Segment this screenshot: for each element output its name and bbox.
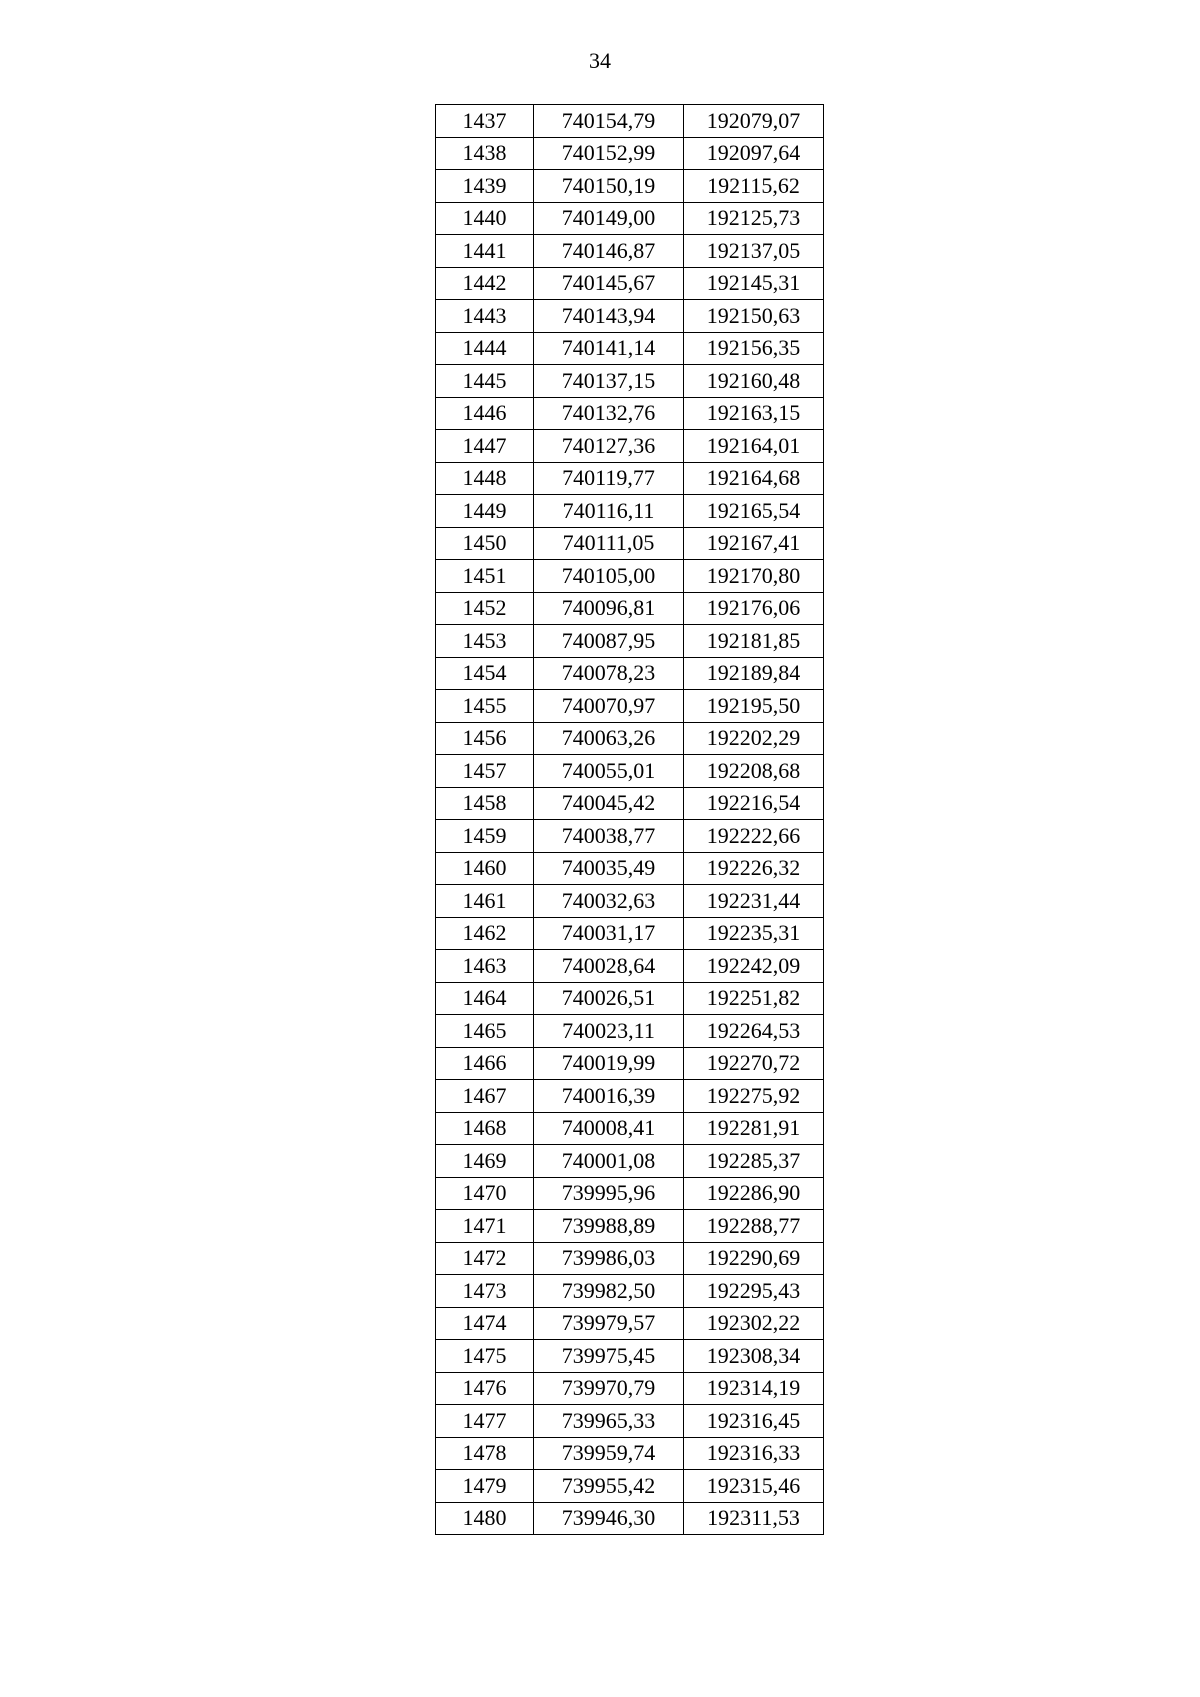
y-coordinate-cell: 192222,66 [684,820,824,853]
point-number-cell: 1439 [436,170,534,203]
point-number-cell: 1466 [436,1047,534,1080]
point-number-cell: 1465 [436,1015,534,1048]
table-row [436,1502,824,1535]
y-coordinate-cell: 192208,68 [684,755,824,788]
x-coordinate-cell: 739986,03 [534,1242,684,1275]
coordinates-table-body [436,105,824,1535]
point-number-cell: 1480 [436,1502,534,1535]
y-coordinate-cell: 192270,72 [684,1047,824,1080]
point-number-cell: 1443 [436,300,534,333]
y-coordinate-cell: 192308,34 [684,1340,824,1373]
x-coordinate-cell: 740038,77 [534,820,684,853]
x-coordinate-cell: 740028,64 [534,950,684,983]
point-number-cell: 1472 [436,1242,534,1275]
y-coordinate-cell: 192195,50 [684,690,824,723]
point-number-cell: 1437 [436,105,534,138]
point-number-cell: 1463 [436,950,534,983]
x-coordinate-cell: 740127,36 [534,430,684,463]
point-number-cell: 1441 [436,235,534,268]
x-coordinate-cell: 740149,00 [534,202,684,235]
y-coordinate-cell: 192226,32 [684,852,824,885]
point-number-cell: 1459 [436,820,534,853]
y-coordinate-cell: 192285,37 [684,1145,824,1178]
y-coordinate-cell: 192164,01 [684,430,824,463]
table-row [436,852,824,885]
x-coordinate-cell: 740019,99 [534,1047,684,1080]
y-coordinate-cell: 192231,44 [684,885,824,918]
y-coordinate-cell: 192125,73 [684,202,824,235]
y-coordinate-cell: 192316,33 [684,1437,824,1470]
x-coordinate-cell: 740078,23 [534,657,684,690]
table-row [436,885,824,918]
point-number-cell: 1478 [436,1437,534,1470]
point-number-cell: 1479 [436,1470,534,1503]
point-number-cell: 1457 [436,755,534,788]
x-coordinate-cell: 740087,95 [534,625,684,658]
table-row [436,267,824,300]
point-number-cell: 1464 [436,982,534,1015]
x-coordinate-cell: 740016,39 [534,1080,684,1113]
point-number-cell: 1458 [436,787,534,820]
table-row [436,950,824,983]
y-coordinate-cell: 192170,80 [684,560,824,593]
table-row [436,365,824,398]
y-coordinate-cell: 192290,69 [684,1242,824,1275]
table-row [436,105,824,138]
x-coordinate-cell: 740096,81 [534,592,684,625]
x-coordinate-cell: 739959,74 [534,1437,684,1470]
table-row [436,202,824,235]
table-row [436,1015,824,1048]
x-coordinate-cell: 740055,01 [534,755,684,788]
table-row [436,397,824,430]
y-coordinate-cell: 192264,53 [684,1015,824,1048]
x-coordinate-cell: 740070,97 [534,690,684,723]
x-coordinate-cell: 740116,11 [534,495,684,528]
point-number-cell: 1444 [436,332,534,365]
point-number-cell: 1453 [436,625,534,658]
point-number-cell: 1470 [436,1177,534,1210]
table-row [436,787,824,820]
y-coordinate-cell: 192145,31 [684,267,824,300]
point-number-cell: 1469 [436,1145,534,1178]
point-number-cell: 1456 [436,722,534,755]
x-coordinate-cell: 740145,67 [534,267,684,300]
table-row [436,235,824,268]
x-coordinate-cell: 739988,89 [534,1210,684,1243]
table-row [436,625,824,658]
table-row [436,430,824,463]
x-coordinate-cell: 739979,57 [534,1307,684,1340]
point-number-cell: 1451 [436,560,534,593]
table-row [436,1372,824,1405]
y-coordinate-cell: 192202,29 [684,722,824,755]
x-coordinate-cell: 740154,79 [534,105,684,138]
table-row [436,1340,824,1373]
y-coordinate-cell: 192176,06 [684,592,824,625]
table-row [436,1242,824,1275]
point-number-cell: 1452 [436,592,534,625]
table-row [436,300,824,333]
y-coordinate-cell: 192275,92 [684,1080,824,1113]
table-row [436,170,824,203]
point-number-cell: 1447 [436,430,534,463]
point-number-cell: 1474 [436,1307,534,1340]
table-row [436,1470,824,1503]
table-row [436,1307,824,1340]
y-coordinate-cell: 192315,46 [684,1470,824,1503]
x-coordinate-cell: 740137,15 [534,365,684,398]
x-coordinate-cell: 739970,79 [534,1372,684,1405]
x-coordinate-cell: 740031,17 [534,917,684,950]
y-coordinate-cell: 192311,53 [684,1502,824,1535]
point-number-cell: 1450 [436,527,534,560]
x-coordinate-cell: 740035,49 [534,852,684,885]
table-row [436,1177,824,1210]
y-coordinate-cell: 192235,31 [684,917,824,950]
x-coordinate-cell: 740132,76 [534,397,684,430]
table-row [436,332,824,365]
point-number-cell: 1460 [436,852,534,885]
y-coordinate-cell: 192314,19 [684,1372,824,1405]
table-row [436,820,824,853]
y-coordinate-cell: 192097,64 [684,137,824,170]
x-coordinate-cell: 739982,50 [534,1275,684,1308]
table-row [436,1210,824,1243]
point-number-cell: 1445 [436,365,534,398]
y-coordinate-cell: 192181,85 [684,625,824,658]
point-number-cell: 1449 [436,495,534,528]
point-number-cell: 1477 [436,1405,534,1438]
y-coordinate-cell: 192150,63 [684,300,824,333]
y-coordinate-cell: 192286,90 [684,1177,824,1210]
table-row [436,722,824,755]
table-row [436,592,824,625]
table-row [436,657,824,690]
y-coordinate-cell: 192316,45 [684,1405,824,1438]
table-row [436,560,824,593]
y-coordinate-cell: 192137,05 [684,235,824,268]
y-coordinate-cell: 192164,68 [684,462,824,495]
y-coordinate-cell: 192156,35 [684,332,824,365]
x-coordinate-cell: 740111,05 [534,527,684,560]
x-coordinate-cell: 740141,14 [534,332,684,365]
point-number-cell: 1475 [436,1340,534,1373]
x-coordinate-cell: 740026,51 [534,982,684,1015]
x-coordinate-cell: 740150,19 [534,170,684,203]
table-row [436,755,824,788]
table-row [436,1437,824,1470]
x-coordinate-cell: 739995,96 [534,1177,684,1210]
point-number-cell: 1462 [436,917,534,950]
y-coordinate-cell: 192163,15 [684,397,824,430]
point-number-cell: 1473 [436,1275,534,1308]
table-row [436,137,824,170]
table-row [436,1047,824,1080]
table-row [436,527,824,560]
table-row [436,982,824,1015]
point-number-cell: 1476 [436,1372,534,1405]
point-number-cell: 1448 [436,462,534,495]
x-coordinate-cell: 740119,77 [534,462,684,495]
coordinates-table [435,104,824,1535]
x-coordinate-cell: 740032,63 [534,885,684,918]
x-coordinate-cell: 740001,08 [534,1145,684,1178]
y-coordinate-cell: 192079,07 [684,105,824,138]
y-coordinate-cell: 192281,91 [684,1112,824,1145]
x-coordinate-cell: 740146,87 [534,235,684,268]
point-number-cell: 1461 [436,885,534,918]
x-coordinate-cell: 740023,11 [534,1015,684,1048]
point-number-cell: 1438 [436,137,534,170]
y-coordinate-cell: 192295,43 [684,1275,824,1308]
y-coordinate-cell: 192242,09 [684,950,824,983]
x-coordinate-cell: 740045,42 [534,787,684,820]
x-coordinate-cell: 740152,99 [534,137,684,170]
point-number-cell: 1440 [436,202,534,235]
x-coordinate-cell: 739946,30 [534,1502,684,1535]
x-coordinate-cell: 740105,00 [534,560,684,593]
y-coordinate-cell: 192165,54 [684,495,824,528]
y-coordinate-cell: 192251,82 [684,982,824,1015]
x-coordinate-cell: 739965,33 [534,1405,684,1438]
y-coordinate-cell: 192288,77 [684,1210,824,1243]
table-row [436,462,824,495]
page-number: 34 [589,48,611,73]
x-coordinate-cell: 739975,45 [534,1340,684,1373]
point-number-cell: 1446 [436,397,534,430]
y-coordinate-cell: 192115,62 [684,170,824,203]
x-coordinate-cell: 739955,42 [534,1470,684,1503]
point-number-cell: 1455 [436,690,534,723]
y-coordinate-cell: 192216,54 [684,787,824,820]
table-row [436,495,824,528]
point-number-cell: 1471 [436,1210,534,1243]
point-number-cell: 1467 [436,1080,534,1113]
x-coordinate-cell: 740063,26 [534,722,684,755]
y-coordinate-cell: 192167,41 [684,527,824,560]
table-row [436,1080,824,1113]
table-row [436,690,824,723]
table-row [436,917,824,950]
table-row [436,1275,824,1308]
y-coordinate-cell: 192160,48 [684,365,824,398]
point-number-cell: 1468 [436,1112,534,1145]
table-row [436,1145,824,1178]
table-row [436,1112,824,1145]
point-number-cell: 1442 [436,267,534,300]
x-coordinate-cell: 740143,94 [534,300,684,333]
x-coordinate-cell: 740008,41 [534,1112,684,1145]
y-coordinate-cell: 192189,84 [684,657,824,690]
point-number-cell: 1454 [436,657,534,690]
table-row [436,1405,824,1438]
y-coordinate-cell: 192302,22 [684,1307,824,1340]
